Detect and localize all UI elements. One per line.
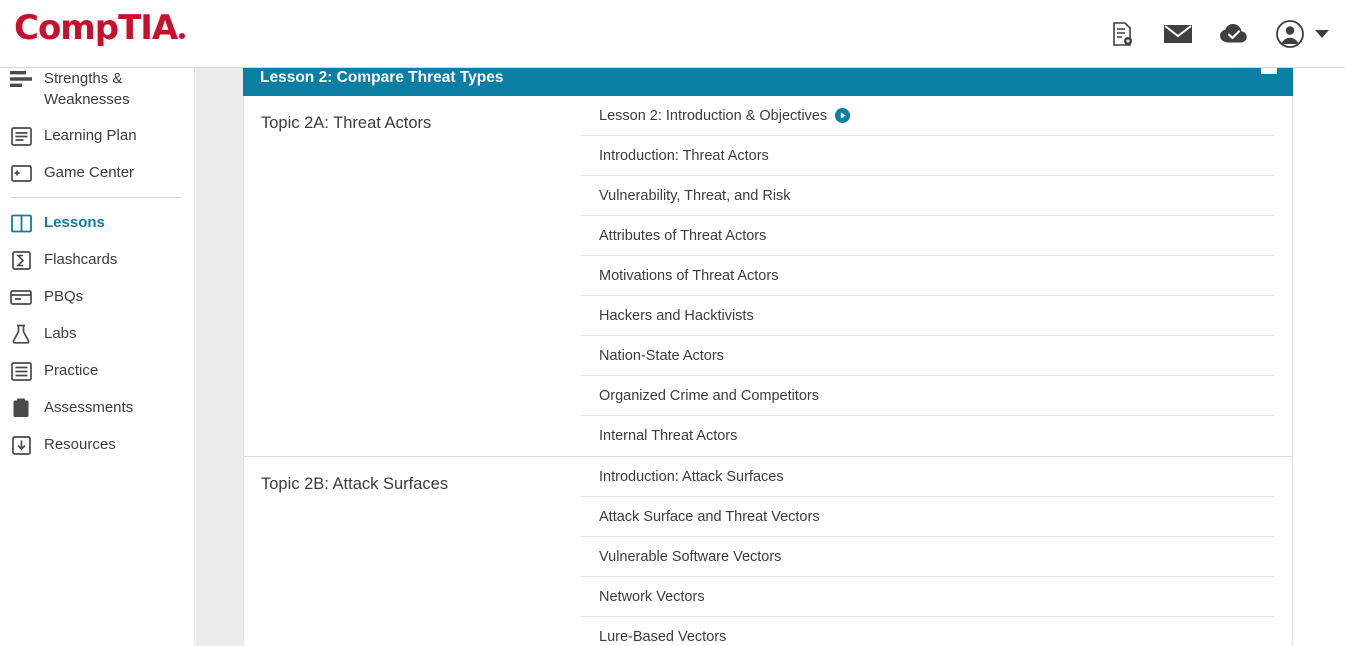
header-icon-group bbox=[1107, 18, 1329, 50]
game-icon bbox=[10, 162, 32, 184]
list-item-label: Network Vectors bbox=[599, 588, 705, 605]
list-item-label: Hackers and Hacktivists bbox=[599, 307, 754, 324]
list-item[interactable] bbox=[581, 577, 1274, 617]
list-item[interactable] bbox=[581, 256, 1274, 296]
pbq-icon bbox=[10, 286, 32, 308]
list-item[interactable] bbox=[581, 416, 1274, 456]
topic-items bbox=[581, 457, 1292, 646]
topic-row bbox=[244, 96, 1292, 457]
mail-icon[interactable] bbox=[1163, 18, 1193, 50]
app-header bbox=[0, 0, 1345, 68]
list-item[interactable] bbox=[581, 336, 1274, 376]
cloud-check-icon[interactable] bbox=[1219, 18, 1249, 50]
sidebar-item-practice[interactable] bbox=[0, 352, 194, 389]
list-item[interactable] bbox=[581, 497, 1274, 537]
sidebar-item-label: Lessons bbox=[44, 214, 105, 231]
sidebar-item-label: Game Center bbox=[44, 164, 135, 181]
sidebar-item-flashcards[interactable] bbox=[0, 241, 194, 278]
list-item[interactable] bbox=[581, 216, 1274, 256]
sidebar-item-label: Labs bbox=[44, 325, 77, 342]
comptia-logo[interactable] bbox=[14, 8, 185, 48]
list-item-label: Attributes of Threat Actors bbox=[599, 227, 767, 244]
sidebar-item-lessons[interactable] bbox=[0, 204, 194, 241]
chevron-down-icon[interactable] bbox=[1315, 30, 1329, 38]
sidebar-item-label: Learning Plan bbox=[44, 127, 137, 144]
sidebar-item-strengths-weaknesses[interactable] bbox=[0, 60, 194, 117]
list-item-label: Introduction: Attack Surfaces bbox=[599, 468, 784, 485]
flask-icon bbox=[10, 323, 32, 345]
topic-row bbox=[244, 457, 1292, 646]
list-item-label: Nation-State Actors bbox=[599, 347, 724, 364]
sidebar-item-labs[interactable] bbox=[0, 315, 194, 352]
list-item-label: Internal Threat Actors bbox=[599, 428, 738, 444]
sidebar-item-resources[interactable] bbox=[0, 426, 194, 463]
list-item-label: Vulnerability, Threat, and Risk bbox=[599, 187, 791, 204]
practice-icon bbox=[10, 360, 32, 382]
flashcard-icon bbox=[10, 249, 32, 271]
clipboard-icon bbox=[10, 397, 32, 419]
list-item-label: Attack Surface and Threat Vectors bbox=[599, 508, 820, 525]
lesson-content bbox=[243, 60, 1345, 646]
sidebar-item-game-center[interactable] bbox=[0, 154, 194, 191]
notes-icon[interactable] bbox=[1107, 18, 1137, 50]
topic-title: Topic 2B: Attack Surfaces bbox=[261, 475, 449, 493]
topic-title: Topic 2A: Threat Actors bbox=[261, 114, 432, 132]
list-item-label: Organized Crime and Competitors bbox=[599, 387, 820, 404]
sidebar-item-label: PBQs bbox=[44, 288, 84, 305]
sidebar-divider bbox=[10, 197, 182, 198]
list-item-label: Vulnerable Software Vectors bbox=[599, 548, 782, 565]
download-icon bbox=[10, 434, 32, 456]
sidebar-item-learning-plan[interactable] bbox=[0, 117, 194, 154]
list-item-label: Lure-Based Vectors bbox=[599, 629, 727, 645]
list-item[interactable] bbox=[581, 457, 1274, 497]
list-icon bbox=[10, 125, 32, 147]
sidebar-item-pbqs[interactable] bbox=[0, 278, 194, 315]
topic-items bbox=[581, 96, 1292, 456]
sidebar-item-label: Practice bbox=[44, 362, 99, 379]
list-item-label: Introduction: Threat Actors bbox=[599, 147, 769, 164]
list-item[interactable] bbox=[581, 96, 1274, 136]
list-item[interactable] bbox=[581, 296, 1274, 336]
sidebar-item-label: Assessments bbox=[44, 399, 134, 416]
logo-text: CompTIA bbox=[14, 8, 178, 48]
sidebar-nav bbox=[0, 60, 195, 646]
list-item[interactable] bbox=[581, 537, 1274, 577]
list-item[interactable] bbox=[581, 176, 1274, 216]
list-item[interactable] bbox=[581, 136, 1274, 176]
sidebar-item-label: Resources bbox=[44, 436, 116, 453]
content-gutter bbox=[196, 60, 243, 646]
book-icon bbox=[10, 212, 32, 234]
list-item[interactable] bbox=[581, 376, 1274, 416]
bars-icon bbox=[10, 68, 32, 90]
sidebar-item-label: Strengths & Weaknesses bbox=[44, 70, 130, 108]
sidebar-item-label: Flashcards bbox=[44, 251, 118, 268]
topic-list bbox=[243, 96, 1293, 646]
logo-dot bbox=[179, 33, 185, 39]
list-item-label: Motivations of Threat Actors bbox=[599, 267, 779, 284]
sidebar-item-assessments[interactable] bbox=[0, 389, 194, 426]
account-icon[interactable] bbox=[1275, 18, 1305, 50]
lesson-title: Lesson 2: Compare Threat Types bbox=[260, 69, 504, 86]
list-item-label: Lesson 2: Introduction & Objectives bbox=[599, 107, 828, 124]
play-icon[interactable] bbox=[835, 108, 850, 123]
list-item[interactable] bbox=[581, 617, 1274, 646]
